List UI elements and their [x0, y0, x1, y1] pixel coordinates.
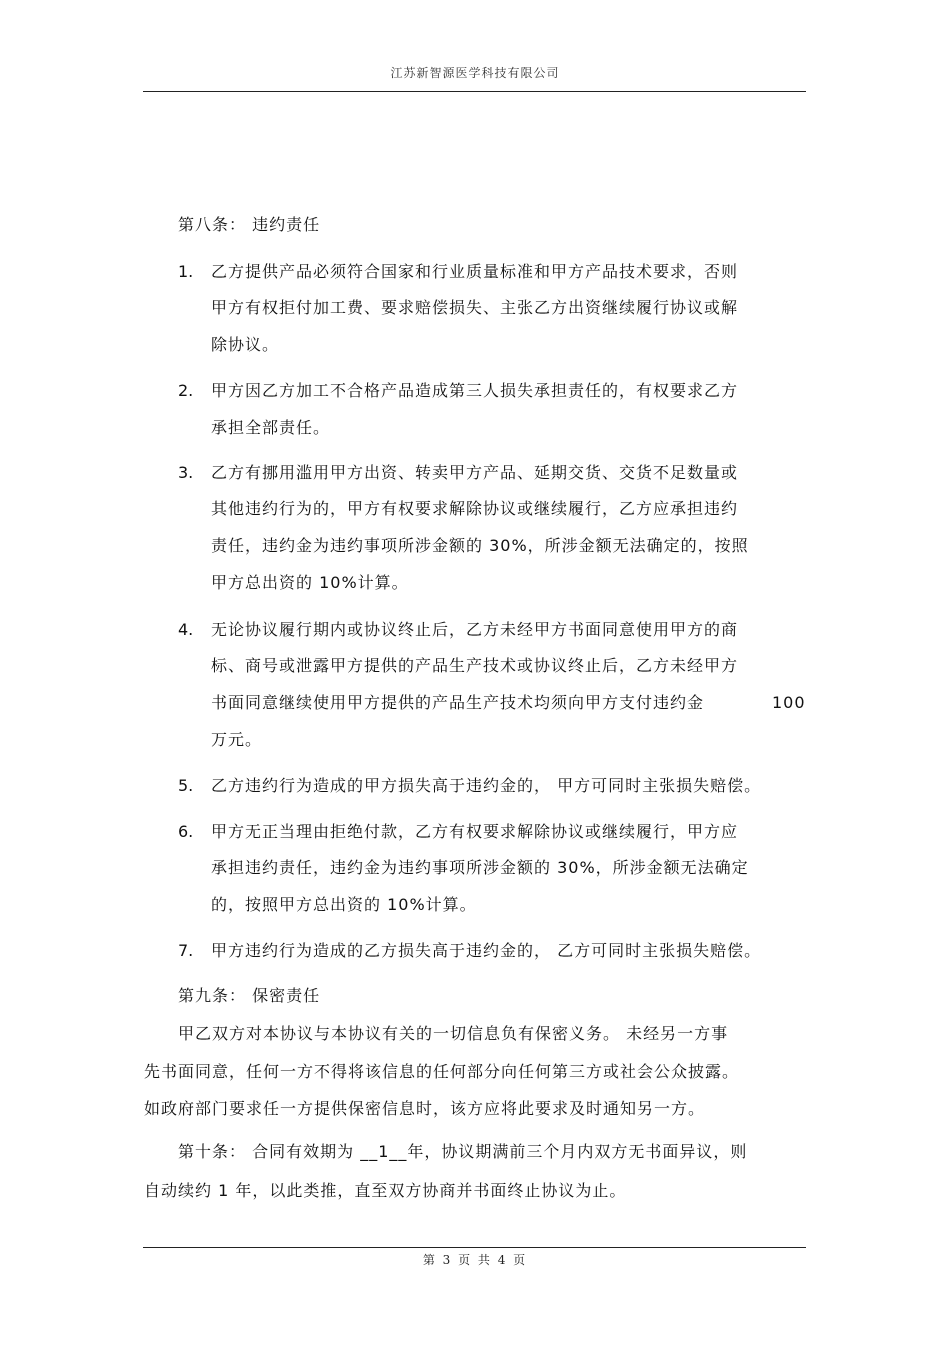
header-company: 江苏新智源医学科技有限公司 [390, 66, 560, 80]
item-line: 承担违约责任，违约金为违约事项所涉金额的 30%，所涉金额无法确定 [211, 858, 749, 877]
item-number: 2. [178, 381, 194, 400]
article9-title: 第九条： 保密责任 [178, 986, 321, 1005]
article10-term: __1__ [360, 1142, 408, 1161]
item-amount: 100 [772, 693, 806, 712]
item-line: 的，按照甲方总出资的 10%计算。 [211, 895, 477, 914]
item-line: 无论协议履行期内或协议终止后，乙方未经甲方书面同意使用甲方的商 [211, 620, 739, 639]
article9-line: 甲乙双方对本协议与本协议有关的一切信息负有保密义务。 未经另一方事 [178, 1024, 729, 1043]
article10-suffix: 年，协议期满前三个月内双方无书面异议，则 [407, 1142, 748, 1161]
article9-line: 如政府部门要求任一方提供保密信息时，该方应将此要求及时通知另一方。 [144, 1099, 706, 1118]
item-number: 6. [178, 822, 194, 841]
article10-line2: 自动续约 1 年，以此类推，直至双方协商并书面终止协议为止。 [144, 1181, 627, 1200]
item-line: 责任，违约金为违约事项所涉金额的 30%，所涉金额无法确定的，按照 [211, 536, 749, 555]
item-number: 1. [178, 262, 194, 281]
item-line: 甲方因乙方加工不合格产品造成第三人损失承担责任的，有权要求乙方 [211, 381, 739, 400]
article9-line: 先书面同意，任何一方不得将该信息的任何部分向任何第三方或社会公众披露。 [144, 1062, 740, 1081]
item-line: 万元。 [211, 730, 263, 749]
item-line: 甲方总出资的 10%计算。 [211, 573, 409, 592]
item-line: 其他违约行为的，甲方有权要求解除协议或继续履行，乙方应承担违约 [211, 499, 739, 518]
item-number: 3. [178, 463, 194, 482]
footer-rule [143, 1247, 806, 1248]
item-line: 承担全部责任。 [211, 418, 331, 437]
item-line: 乙方提供产品必须符合国家和行业质量标准和甲方产品技术要求，否则 [211, 262, 739, 281]
item-number: 7. [178, 941, 194, 960]
article8-title: 第八条： 违约责任 [178, 215, 321, 234]
item-number: 5. [178, 776, 194, 795]
item-line: 甲方无正当理由拒绝付款，乙方有权要求解除协议或继续履行，甲方应 [211, 822, 739, 841]
header-rule [143, 91, 806, 92]
item-line: 乙方有挪用滥用甲方出资、转卖甲方产品、延期交货、交货不足数量或 [211, 463, 739, 482]
item-line: 除协议。 [211, 335, 280, 354]
article10-prefix: 第十条： 合同有效期为 [178, 1142, 361, 1161]
item-line: 书面同意继续使用甲方提供的产品生产技术均须向甲方支付违约金 [211, 693, 705, 712]
item-number: 4. [178, 620, 194, 639]
item-line: 乙方违约行为造成的甲方损失高于违约金的， 甲方可同时主张损失赔偿。 [211, 776, 762, 795]
item-line: 甲方违约行为造成的乙方损失高于违约金的， 乙方可同时主张损失赔偿。 [211, 941, 762, 960]
item-line: 甲方有权拒付加工费、要求赔偿损失、主张乙方出资继续履行协议或解 [211, 298, 739, 317]
footer-page-info: 第 3 页 共 4 页 [422, 1253, 528, 1267]
article10-line [178, 1142, 747, 1162]
item-line: 标、商号或泄露甲方提供的产品生产技术或协议终止后，乙方未经甲方 [211, 656, 739, 675]
